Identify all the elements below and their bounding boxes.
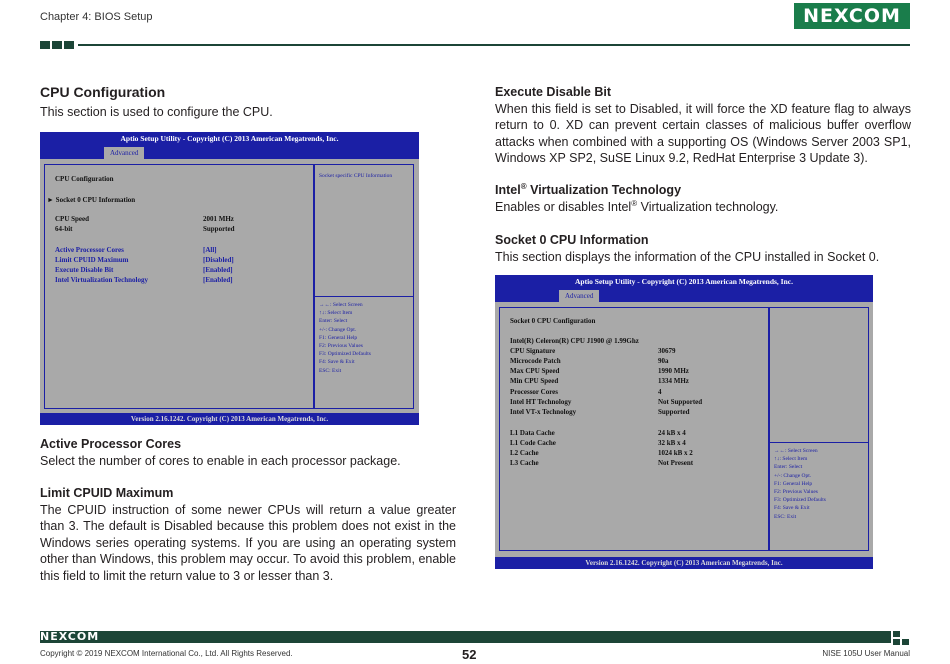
bios-info-value: 1334 MHz xyxy=(658,377,689,385)
bios-info-value: Supported xyxy=(658,408,690,416)
nexcom-logo: NEXCOM xyxy=(794,3,910,29)
section-title: Execute Disable Bit xyxy=(495,85,612,99)
bios-heading: CPU Configuration xyxy=(55,175,114,183)
cpu-config-section xyxy=(40,84,456,120)
footer-squares xyxy=(893,631,910,645)
desc-part: Virtualization technology. xyxy=(637,199,779,214)
bios-key-legend xyxy=(770,442,868,550)
bios-key-legend xyxy=(315,296,413,408)
bios-info-label: Min CPU Speed xyxy=(510,377,559,385)
bios-key-item: F3: Optimized Defaults xyxy=(319,351,371,358)
bios-info-value: 30679 xyxy=(658,347,676,355)
bios-key-item: +/-: Change Opt. xyxy=(319,326,357,333)
bios-info-label: CPU Signature xyxy=(510,347,556,355)
bios-cache-value: 1024 kB x 2 xyxy=(658,449,693,457)
header-block xyxy=(52,41,62,49)
bios-title-bar: Aptio Setup Utility - Copyright (C) 2013 American Megatrends, Inc. xyxy=(495,275,873,288)
bios-key-item: F2: Previous Values xyxy=(319,343,363,350)
bios-option-active-cores[interactable]: Active Processor Cores xyxy=(55,246,124,254)
header-blocks xyxy=(40,41,74,49)
execute-disable-section xyxy=(495,84,911,167)
bios-info-value: 4 xyxy=(658,388,662,396)
active-cores-section xyxy=(40,436,456,469)
section-description xyxy=(495,199,911,216)
footer-square xyxy=(893,631,900,637)
manual-title: NISE 105U User Manual xyxy=(822,649,910,658)
bios-key-item: ESC: Exit xyxy=(319,367,342,374)
bios-cache-value: 24 kB x 4 xyxy=(658,429,686,437)
bios-info-label: Intel VT-x Technology xyxy=(510,408,577,416)
bios-key-item: F4: Save & Exit xyxy=(319,359,355,366)
header-block xyxy=(64,41,74,49)
bios-screen-socket0 xyxy=(495,275,873,569)
bios-key-item: F1: General Help xyxy=(319,334,358,341)
registered-mark: ® xyxy=(631,198,638,208)
bios-help-text: Socket specific CPU Information xyxy=(319,173,393,179)
bios-info-label: 64-bit xyxy=(55,225,73,233)
bios-tab-bar xyxy=(495,288,873,302)
bios-key-item: →←: Select Screen xyxy=(774,448,818,454)
desc-part: Enables or disables Intel xyxy=(495,199,632,214)
section-description: When this field is set to Disabled, it will force the XD feature flag to always return to 0. XD can prevent certain classes of malicious buffer overflow attacks when combined with a supporting OS (Windows Server 2003 SP1, Windows XP SP2, SuSE Linux 9.2, RedHat Enterprise 3 Update 3). xyxy=(495,101,911,165)
chapter-heading: Chapter 4: BIOS Setup xyxy=(40,11,153,23)
bios-key-item: →←: Select Screen xyxy=(319,302,363,308)
footer-copyright: Copyright © 2019 NEXCOM International Co., Ltd. All Rights Reserved. xyxy=(40,649,293,658)
bios-option-value[interactable]: [Disabled] xyxy=(203,256,234,264)
page-number: 52 xyxy=(462,647,477,662)
bios-cpu-name: Intel(R) Celeron(R) CPU J1900 @ 1.99Ghz xyxy=(510,337,639,345)
bios-key-item: +/-: Change Opt. xyxy=(774,472,812,479)
bios-help-panel xyxy=(769,307,869,551)
bios-cache-label: L1 Data Cache xyxy=(510,429,555,437)
bios-option-limit-cpuid[interactable]: Limit CPUID Maximum xyxy=(55,256,129,264)
bios-cache-label: L3 Cache xyxy=(510,459,539,467)
bios-info-label: CPU Speed xyxy=(55,215,90,223)
bios-info-value: Supported xyxy=(203,225,235,233)
bios-option-value[interactable]: [Enabled] xyxy=(203,276,233,284)
bios-key-item: Enter: Select xyxy=(319,318,348,325)
bios-key-list xyxy=(774,447,826,521)
bios-info-label: Microcode Patch xyxy=(510,357,561,365)
footer-square xyxy=(902,639,909,645)
section-description: Select the number of cores to enable in each processor package. xyxy=(40,453,401,468)
bios-version-footer: Version 2.16.1242. Copyright (C) 2013 American Megatrends, Inc. xyxy=(40,413,419,425)
bios-tab-bar xyxy=(40,145,419,159)
bios-key-item: F3: Optimized Defaults xyxy=(774,497,826,504)
bios-option-virtualization[interactable]: Intel Virtualization Technology xyxy=(55,276,148,284)
bios-cache-label: L2 Cache xyxy=(510,449,539,457)
registered-mark: ® xyxy=(520,181,527,191)
section-description: This section displays the information of the CPU installed in Socket 0. xyxy=(495,249,880,264)
bios-option-value[interactable]: [All] xyxy=(203,246,217,254)
title-part: Intel xyxy=(495,183,521,197)
bios-info-value: 90a xyxy=(658,357,669,365)
section-description: This section is used to configure the CPU. xyxy=(40,104,273,119)
bios-main-panel xyxy=(499,307,769,551)
section-title: Socket 0 CPU Information xyxy=(495,233,649,247)
bios-info-value: Not Supported xyxy=(658,398,703,406)
section-title xyxy=(495,182,911,199)
bios-cache-value: 32 kB x 4 xyxy=(658,439,686,447)
bios-key-item: ↑↓: Select Item xyxy=(319,310,353,317)
bios-key-item: F4: Save & Exit xyxy=(774,505,810,512)
bios-option-value[interactable]: [Enabled] xyxy=(203,266,233,274)
bios-key-item: Enter: Select xyxy=(774,464,803,471)
limit-cpuid-section xyxy=(40,485,456,584)
section-title: Active Processor Cores xyxy=(40,437,182,451)
socket0-section xyxy=(495,232,911,265)
bios-key-list xyxy=(319,301,371,375)
bios-cache-label: L1 Code Cache xyxy=(510,439,556,447)
bios-tab-advanced[interactable]: Advanced xyxy=(559,290,599,302)
bios-info-label: Max CPU Speed xyxy=(510,367,560,375)
header-rule xyxy=(78,44,910,46)
bios-main-panel xyxy=(44,164,314,409)
footer-logo: NEXCOM xyxy=(40,630,100,643)
bios-cache-value: Not Present xyxy=(658,459,694,467)
bios-title-bar: Aptio Setup Utility - Copyright (C) 2013 American Megatrends, Inc. xyxy=(40,132,419,145)
bios-info-label: Intel HT Technology xyxy=(510,398,572,406)
bios-key-item: ↑↓: Select Item xyxy=(774,456,808,463)
bios-version-footer: Version 2.16.1242. Copyright (C) 2013 American Megatrends, Inc. xyxy=(495,557,873,569)
bios-submenu-socket0[interactable]: ► Socket 0 CPU Information xyxy=(47,196,136,204)
bios-help-panel xyxy=(314,164,414,409)
bios-option-execute-disable[interactable]: Execute Disable Bit xyxy=(55,266,114,274)
bios-screen-cpu-config xyxy=(40,132,419,425)
title-part: Virtualization Technology xyxy=(526,183,682,197)
bios-info-value: 2001 MHz xyxy=(203,215,234,223)
bios-info-label: Processor Cores xyxy=(510,388,559,396)
footer-square xyxy=(893,639,900,645)
section-title: CPU Configuration xyxy=(40,84,166,100)
header-block xyxy=(40,41,50,49)
section-description: The CPUID instruction of some newer CPUs will return a value greater than 3. The default is Disabled because this problem does not exist in the Windows series operating systems. If you are using an operating system other than Windows, this problem may occur. To avoid this problem, enable this field to limit the return value to 3 or lesser than 3. xyxy=(40,502,456,583)
virtualization-section xyxy=(495,182,911,215)
bios-info-value: 1990 MHz xyxy=(658,367,689,375)
bios-key-item: F2: Previous Values xyxy=(774,489,818,496)
footer-bar xyxy=(40,631,891,643)
bios-key-item: ESC: Exit xyxy=(774,513,797,520)
bios-heading: Socket 0 CPU Configuration xyxy=(510,317,596,325)
bios-key-item: F1: General Help xyxy=(774,480,813,487)
bios-tab-advanced[interactable]: Advanced xyxy=(104,147,144,159)
section-title: Limit CPUID Maximum xyxy=(40,486,174,500)
